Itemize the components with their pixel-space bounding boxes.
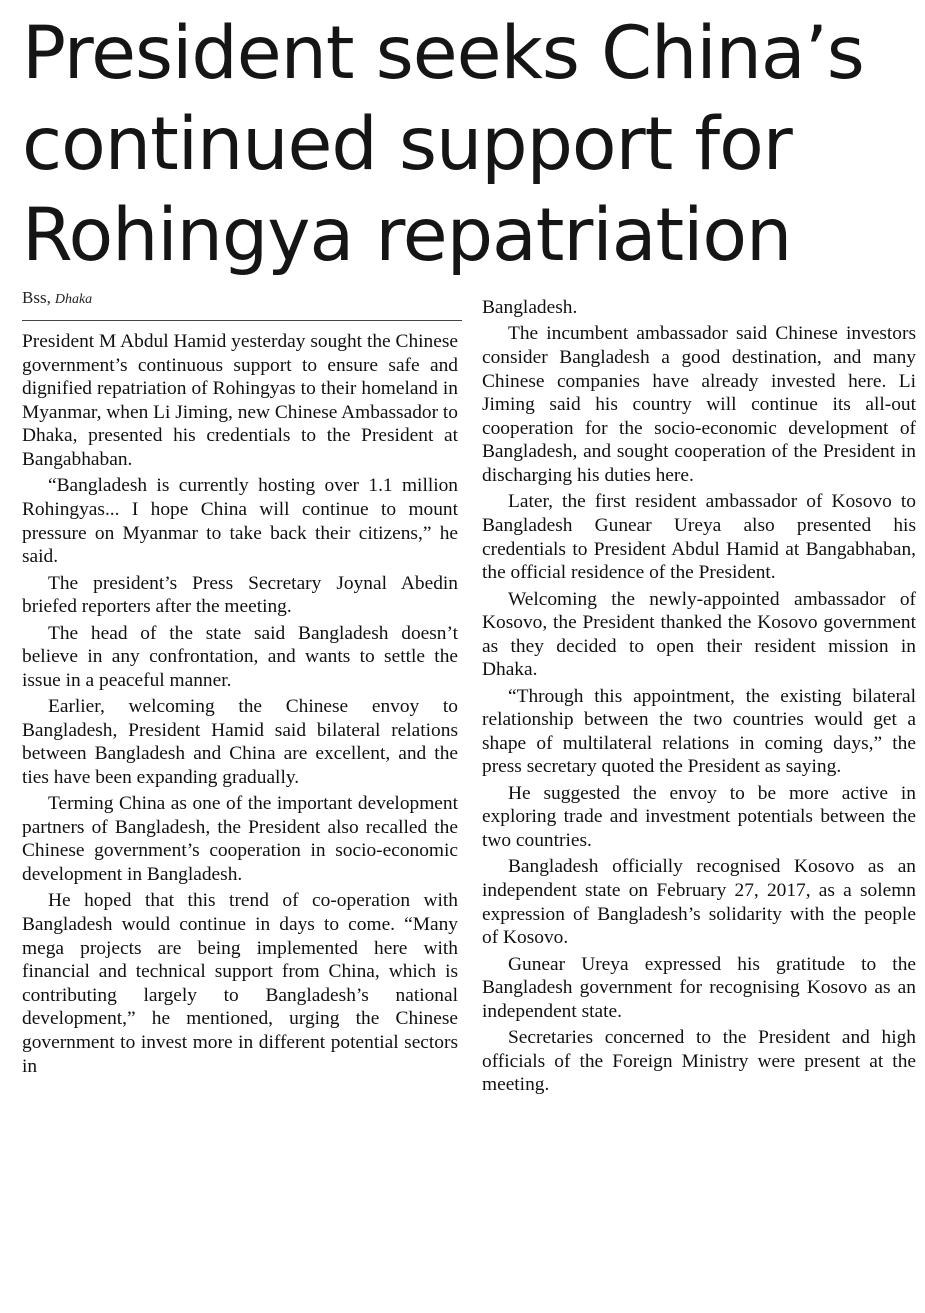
paragraph: He hoped that this trend of co-operation with Bangladesh would continue in days to come. “Many mega projects are being implemented here with financial and technical support from China, which is contributing largely to Bangladesh’s national development,” he mentioned, urging the Chinese government to invest more in different potential sectors in [22, 890, 458, 1077]
paragraph: The president’s Press Secretary Joynal Abedin briefed reporters after the meeting. [22, 572, 458, 618]
byline-divider [22, 320, 462, 321]
paragraph: “Bangladesh is currently hosting over 1.1 million Rohingyas... I hope China will continue to mount pressure on Myanmar to take back their citizens,” he said. [22, 475, 458, 568]
paragraph: Earlier, welcoming the Chinese envoy to Bangladesh, President Hamid said bilateral relations between Bangladesh and China are excellent, and the ties have been expanding gradually. [22, 696, 458, 788]
paragraph: He suggested the envoy to be more active in exploring trade and investment potentials between the two countries. [482, 782, 916, 852]
byline [22, 288, 92, 308]
headline-line-3: Rohingya repatriation [22, 193, 792, 278]
headline-line-1: President seeks China’s [22, 11, 864, 96]
paragraph: Later, the first resident ambassador of Kosovo to Bangladesh Gunear Ureya also presented his credentials to President Abdul Hamid at Bangabhaban, the official residence of the President. [482, 491, 916, 584]
article-column-right [482, 296, 916, 1100]
paragraph: “Through this appointment, the existing bilateral relationship between the two countries would get a shape of multilateral relations in coming days,” the press secretary quoted the President as saying. [482, 685, 916, 778]
article-column-left [22, 330, 458, 1081]
paragraph: Bangladesh. [482, 297, 578, 318]
headline [22, 8, 912, 281]
paragraph: Welcoming the newly-appointed ambassador of Kosovo, the President thanked the Kosovo government as they decided to open their resident mission in Dhaka. [482, 588, 916, 681]
paragraph: The incumbent ambassador said Chinese investors consider Bangladesh a good destination, and many Chinese companies have already invested here. Li Jiming said his country will continue its all-out cooperation for the socio-economic development of Bangladesh, and sought cooperation of the President in discharging his duties here. [482, 323, 916, 486]
headline-line-2: continued support for [22, 102, 792, 187]
paragraph: The head of the state said Bangladesh doesn’t believe in any confrontation, and wants to settle the issue in a peaceful manner. [22, 622, 458, 691]
paragraph: Bangladesh officially recognised Kosovo as an independent state on February 27, 2017, as a solemn expression of Bangladesh’s solidarity with the people of Kosovo. [482, 856, 916, 949]
paragraph: President M Abdul Hamid yesterday sought the Chinese government’s continuous support to ensure safe and dignified repatriation of Rohingyas to their homeland in Myanmar, when Li Jiming, new Chinese Ambassador to Dhaka, presented his credentials to the President at Bangabhaban. [22, 331, 458, 470]
paragraph: Secretaries concerned to the President and high officials of the Foreign Ministry were present at the meeting. [482, 1027, 916, 1096]
paragraph: Gunear Ureya expressed his gratitude to the Bangladesh government for recognising Kosovo as an independent state. [482, 953, 916, 1022]
byline-agency: Bss, [22, 288, 51, 307]
byline-place: Dhaka [54, 292, 93, 307]
paragraph: Terming China as one of the important development partners of Bangladesh, the President also recalled the Chinese government’s cooperation in socio-economic development in Bangladesh. [22, 793, 458, 886]
